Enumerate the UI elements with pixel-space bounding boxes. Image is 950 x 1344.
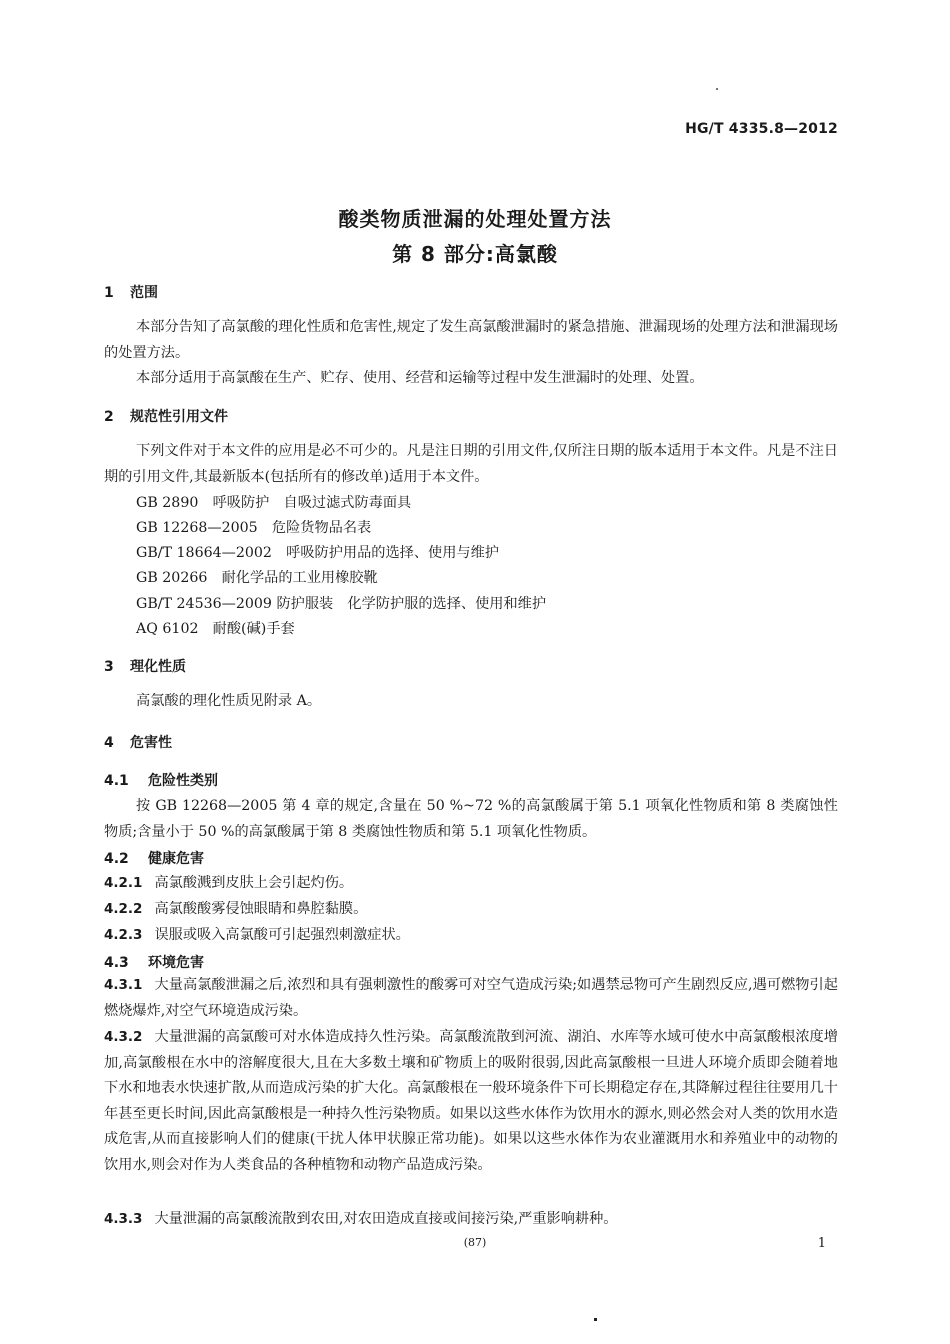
section-1-paragraph-1: 本部分告知了高氯酸的理化性质和危害性,规定了发生高氯酸泄漏时的紧急措施、泄漏现场的处理方法和泄漏现场的处置方法。 — [104, 319, 838, 361]
section-heading-1: 1 范围 — [104, 285, 158, 301]
subsection-heading-4-1: 4.1 危险性类别 — [104, 773, 218, 789]
reference-item: GB 12268—2005 危险货物品名表 — [136, 520, 372, 536]
reference-item: GB 20266 耐化学品的工业用橡胶靴 — [136, 570, 378, 586]
reference-item: GB 2890 呼吸防护 自吸过滤式防毒面具 — [136, 495, 412, 511]
subsection-heading-4-3: 4.3 环境危害 — [104, 955, 204, 971]
page-mark: (87) — [463, 1236, 487, 1249]
section-2-paragraph-1: 下列文件对于本文件的应用是必不可少的。凡是注日期的引用文件,仅所注日期的版本适用于本文件。凡是不注日期的引用文件,其最新版本(包括所有的修改单)适用于本文件。 — [104, 443, 838, 485]
clause-4-2-3: 4.2.3 误服或吸入高氯酸可引起强烈刺激症状。 — [104, 927, 410, 943]
document-subtitle: 第 8 部分:高氯酸 — [392, 242, 558, 266]
standard-code: HG/T 4335.8—2012 — [685, 121, 838, 137]
reference-item: AQ 6102 耐酸(碱)手套 — [136, 621, 295, 637]
subsection-heading-4-2: 4.2 健康危害 — [104, 851, 204, 867]
section-heading-3: 3 理化性质 — [104, 659, 186, 675]
document-title: 酸类物质泄漏的处理处置方法 — [338, 207, 612, 231]
clause-4-2-2: 4.2.2 高氯酸酸雾侵蚀眼睛和鼻腔黏膜。 — [104, 901, 368, 917]
clause-4-3-2: 4.3.2 大量泄漏的高氯酸可对水体造成持久性污染。高氯酸流散到河流、湖泊、水库等水域可使水中高氯酸根浓度增加,高氯酸根在水中的溶解度很大,且在大多数土壤和矿物质上的吸附很弱,因此高氯酸根一旦进人环境介质即会随着地下水和地表水快速扩散,从而造成污染的扩大化。高氯酸根在一般环境条件下可长期稳定存在,其降解过程往往要用几十年甚至更长时间,因此高氯酸根是一种持久性污染物质。如果以这些水体作为饮用水的源水,则必然会对人类的饮用水造成危害,从而直接影响人们的健康(干扰人体甲状腺正常功能)。如果以这些水体作为农业灌溉用水和养殖业中的动物的饮用水,则会对作为人类食品的各种植物和动物产品造成污染。 — [104, 1029, 838, 1173]
subsection-4-1-paragraph: 按 GB 12268—2005 第 4 章的规定,含量在 50 %~72 %的高氯酸属于第 5.1 项氧化性物质和第 8 类腐蚀性物质;含量小于 50 %的高氯酸属于第 8 类腐蚀性物质和第 5.1 项氧化性物质。 — [104, 798, 838, 840]
scan-speck — [594, 1318, 597, 1321]
clause-4-3-1: 4.3.1 大量高氯酸泄漏之后,浓烈和具有强刺激性的酸雾可对空气造成污染;如遇禁忌物可产生剧烈反应,遇可燃物引起燃烧爆炸,对空气环境造成污染。 — [104, 977, 838, 1019]
section-3-paragraph-1: 高氯酸的理化性质见附录 A。 — [136, 693, 322, 709]
clause-4-3-3: 4.3.3 大量泄漏的高氯酸流散到农田,对农田造成直接或间接污染,严重影响耕种。 — [104, 1211, 618, 1227]
reference-item: GB/T 24536—2009 防护服装 化学防护服的选择、使用和维护 — [136, 596, 547, 612]
clause-4-2-1: 4.2.1 高氯酸溅到皮肤上会引起灼伤。 — [104, 875, 354, 891]
section-1-paragraph-2: 本部分适用于高氯酸在生产、贮存、使用、经营和运输等过程中发生泄漏时的处理、处置。 — [136, 370, 704, 386]
page-number: 1 — [817, 1236, 826, 1251]
reference-item: GB/T 18664—2002 呼吸防护用品的选择、使用与维护 — [136, 545, 499, 561]
section-heading-2: 2 规范性引用文件 — [104, 409, 228, 425]
scan-speck — [716, 88, 718, 90]
section-heading-4: 4 危害性 — [104, 735, 172, 751]
